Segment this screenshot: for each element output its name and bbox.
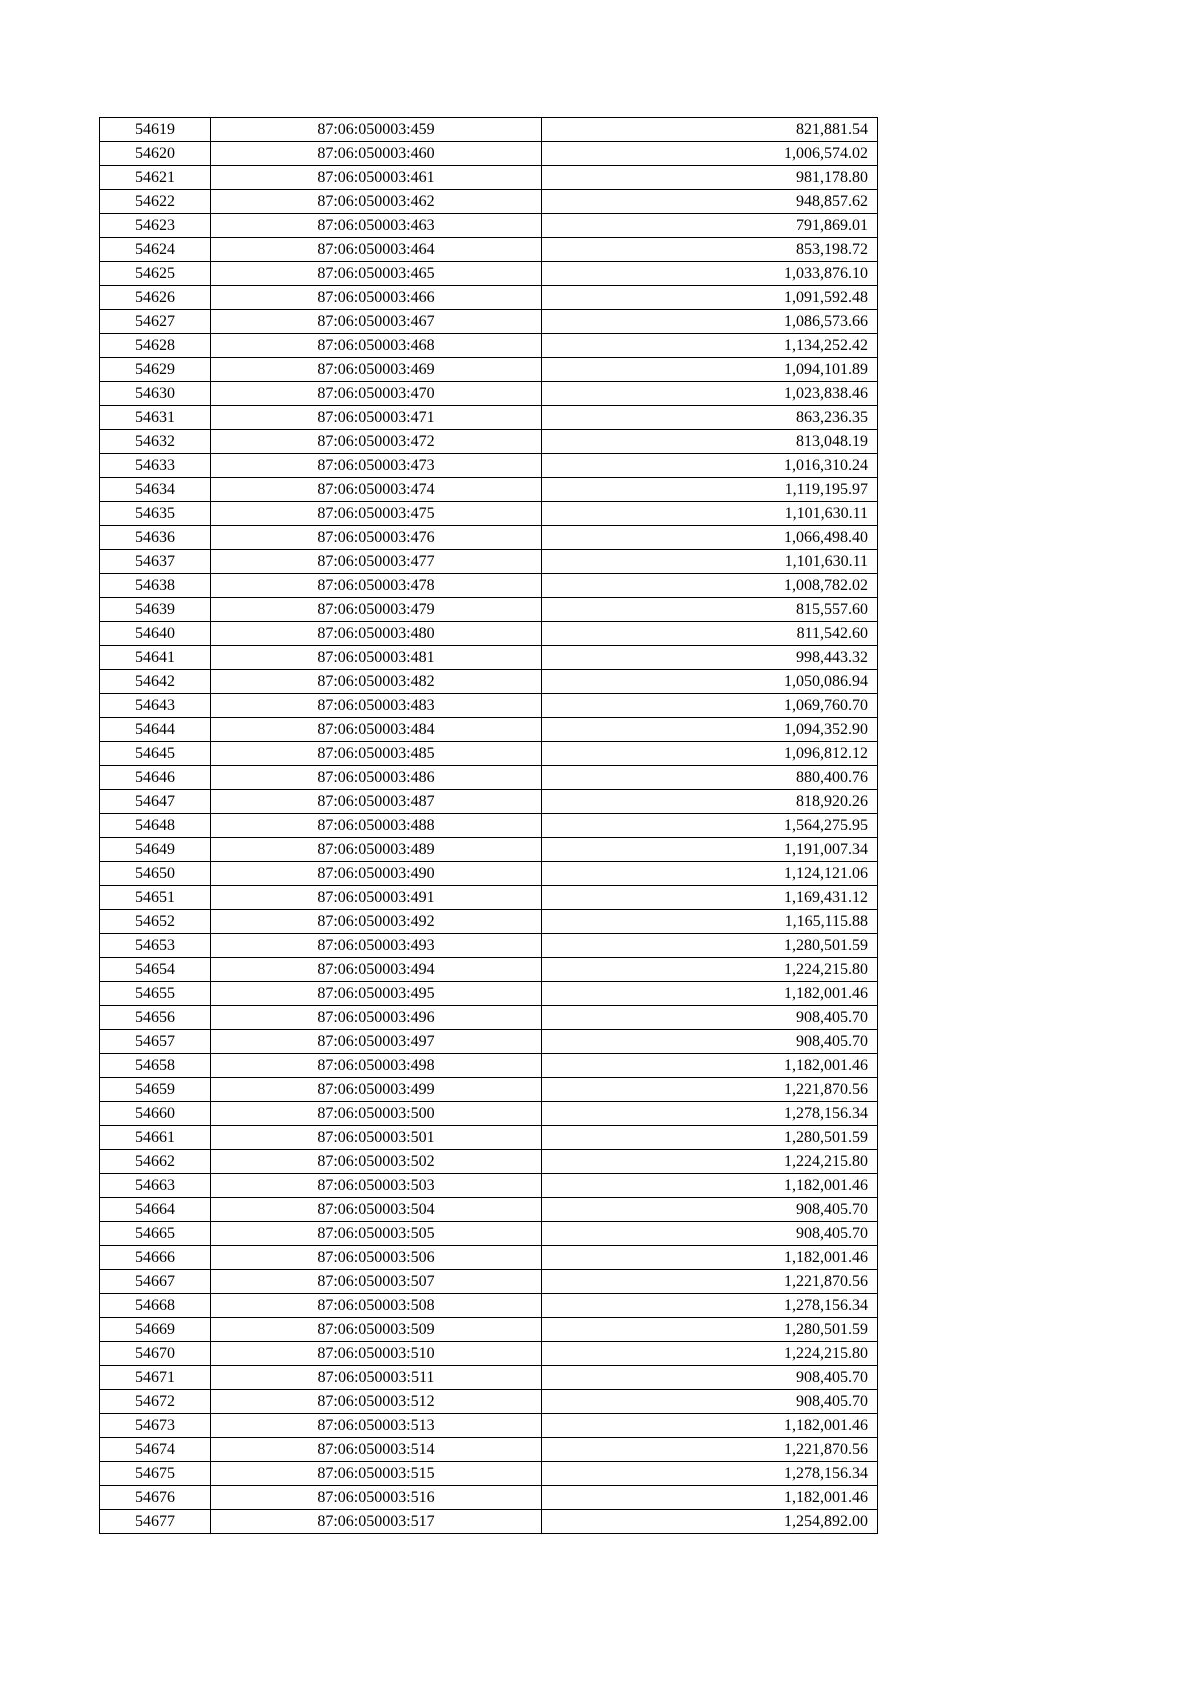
row-number-cell: 54669 [100,1318,211,1342]
row-number-cell: 54668 [100,1294,211,1318]
cadastral-number-cell: 87:06:050003:498 [211,1054,542,1078]
cadastral-number-cell: 87:06:050003:466 [211,286,542,310]
row-number-cell: 54638 [100,574,211,598]
row-number-cell: 54649 [100,838,211,862]
cadastral-number-cell: 87:06:050003:492 [211,910,542,934]
row-number-cell: 54631 [100,406,211,430]
cadastral-number-cell: 87:06:050003:470 [211,382,542,406]
table-row [100,1102,878,1126]
cadastral-value-cell: 1,096,812.12 [542,742,878,766]
row-number-cell: 54667 [100,1270,211,1294]
row-number-cell: 54641 [100,646,211,670]
cadastral-value-cell: 908,405.70 [542,1198,878,1222]
cadastral-number-cell: 87:06:050003:514 [211,1438,542,1462]
cadastral-number-cell: 87:06:050003:499 [211,1078,542,1102]
cadastral-value-cell: 1,254,892.00 [542,1510,878,1534]
cadastral-number-cell: 87:06:050003:509 [211,1318,542,1342]
cadastral-value-cell: 908,405.70 [542,1222,878,1246]
table-row [100,1486,878,1510]
table-row [100,550,878,574]
cadastral-number-cell: 87:06:050003:496 [211,1006,542,1030]
cadastral-number-cell: 87:06:050003:481 [211,646,542,670]
table-row [100,886,878,910]
row-number-cell: 54625 [100,262,211,286]
cadastral-value-cell: 1,023,838.46 [542,382,878,406]
table-row [100,1222,878,1246]
cadastral-value-cell: 1,278,156.34 [542,1102,878,1126]
row-number-cell: 54648 [100,814,211,838]
row-number-cell: 54674 [100,1438,211,1462]
table-row [100,1270,878,1294]
cadastral-value-cell: 908,405.70 [542,1030,878,1054]
cadastral-number-cell: 87:06:050003:467 [211,310,542,334]
cadastral-value-cell: 1,119,195.97 [542,478,878,502]
table-row [100,1078,878,1102]
cadastral-value-cell: 1,134,252.42 [542,334,878,358]
cadastral-value-cell: 1,224,215.80 [542,1342,878,1366]
cadastral-value-cell: 908,405.70 [542,1006,878,1030]
table-row [100,1462,878,1486]
cadastral-number-cell: 87:06:050003:515 [211,1462,542,1486]
cadastral-value-cell: 1,016,310.24 [542,454,878,478]
table-row [100,190,878,214]
cadastral-number-cell: 87:06:050003:462 [211,190,542,214]
cadastral-number-cell: 87:06:050003:504 [211,1198,542,1222]
table-row [100,694,878,718]
cadastral-value-cell: 1,086,573.66 [542,310,878,334]
table-row [100,502,878,526]
row-number-cell: 54626 [100,286,211,310]
table-row [100,1006,878,1030]
table-row [100,382,878,406]
table-row [100,1414,878,1438]
table-row [100,1294,878,1318]
row-number-cell: 54665 [100,1222,211,1246]
cadastral-value-cell: 1,278,156.34 [542,1294,878,1318]
cadastral-value-cell: 791,869.01 [542,214,878,238]
row-number-cell: 54656 [100,1006,211,1030]
table-body [100,118,878,1534]
cadastral-value-cell: 1,182,001.46 [542,1054,878,1078]
cadastral-value-cell: 1,182,001.46 [542,1414,878,1438]
row-number-cell: 54671 [100,1366,211,1390]
cadastral-number-cell: 87:06:050003:497 [211,1030,542,1054]
table-row [100,910,878,934]
cadastral-number-cell: 87:06:050003:517 [211,1510,542,1534]
table-row [100,598,878,622]
cadastral-number-cell: 87:06:050003:513 [211,1414,542,1438]
cadastral-number-cell: 87:06:050003:480 [211,622,542,646]
cadastral-number-cell: 87:06:050003:471 [211,406,542,430]
row-number-cell: 54677 [100,1510,211,1534]
row-number-cell: 54632 [100,430,211,454]
row-number-cell: 54642 [100,670,211,694]
row-number-cell: 54664 [100,1198,211,1222]
cadastral-number-cell: 87:06:050003:495 [211,982,542,1006]
table-row [100,238,878,262]
table-row [100,1198,878,1222]
row-number-cell: 54624 [100,238,211,262]
cadastral-number-cell: 87:06:050003:494 [211,958,542,982]
cadastral-value-cell: 813,048.19 [542,430,878,454]
table-row [100,1342,878,1366]
table-row [100,670,878,694]
row-number-cell: 54653 [100,934,211,958]
cadastral-value-cell: 948,857.62 [542,190,878,214]
cadastral-value-cell: 1,008,782.02 [542,574,878,598]
cadastral-value-cell: 1,165,115.88 [542,910,878,934]
table-row [100,334,878,358]
row-number-cell: 54637 [100,550,211,574]
row-number-cell: 54634 [100,478,211,502]
row-number-cell: 54640 [100,622,211,646]
cadastral-value-cell: 1,101,630.11 [542,550,878,574]
cadastral-number-cell: 87:06:050003:510 [211,1342,542,1366]
cadastral-number-cell: 87:06:050003:487 [211,790,542,814]
row-number-cell: 54621 [100,166,211,190]
row-number-cell: 54650 [100,862,211,886]
table-row [100,646,878,670]
row-number-cell: 54658 [100,1054,211,1078]
table-row [100,934,878,958]
table-row [100,142,878,166]
cadastral-number-cell: 87:06:050003:475 [211,502,542,526]
row-number-cell: 54646 [100,766,211,790]
cadastral-value-cell: 1,006,574.02 [542,142,878,166]
cadastral-value-cell: 1,191,007.34 [542,838,878,862]
row-number-cell: 54620 [100,142,211,166]
cadastral-number-cell: 87:06:050003:478 [211,574,542,598]
cadastral-value-cell: 1,280,501.59 [542,1126,878,1150]
cadastral-value-cell: 1,094,352.90 [542,718,878,742]
table-row [100,838,878,862]
cadastral-number-cell: 87:06:050003:500 [211,1102,542,1126]
cadastral-value-cell: 998,443.32 [542,646,878,670]
table-row [100,1246,878,1270]
table-row [100,310,878,334]
cadastral-number-cell: 87:06:050003:511 [211,1366,542,1390]
row-number-cell: 54660 [100,1102,211,1126]
table-row [100,478,878,502]
cadastral-number-cell: 87:06:050003:465 [211,262,542,286]
table-row [100,286,878,310]
cadastral-number-cell: 87:06:050003:489 [211,838,542,862]
cadastral-value-cell: 1,224,215.80 [542,958,878,982]
table-row [100,1318,878,1342]
cadastral-number-cell: 87:06:050003:474 [211,478,542,502]
cadastral-value-cell: 1,101,630.11 [542,502,878,526]
row-number-cell: 54662 [100,1150,211,1174]
table-row [100,1150,878,1174]
cadastral-number-cell: 87:06:050003:501 [211,1126,542,1150]
row-number-cell: 54619 [100,118,211,142]
cadastral-value-cell: 1,221,870.56 [542,1078,878,1102]
cadastral-value-cell: 1,564,275.95 [542,814,878,838]
cadastral-number-cell: 87:06:050003:463 [211,214,542,238]
cadastral-value-cell: 853,198.72 [542,238,878,262]
table-row [100,718,878,742]
table-row [100,1054,878,1078]
cadastral-value-cell: 1,091,592.48 [542,286,878,310]
row-number-cell: 54629 [100,358,211,382]
row-number-cell: 54644 [100,718,211,742]
row-number-cell: 54663 [100,1174,211,1198]
cadastral-value-cell: 821,881.54 [542,118,878,142]
table-row [100,262,878,286]
cadastral-number-cell: 87:06:050003:460 [211,142,542,166]
cadastral-number-cell: 87:06:050003:490 [211,862,542,886]
cadastral-number-cell: 87:06:050003:461 [211,166,542,190]
table-row [100,982,878,1006]
table-row [100,1126,878,1150]
table-row [100,814,878,838]
cadastral-value-cell: 1,169,431.12 [542,886,878,910]
row-number-cell: 54652 [100,910,211,934]
cadastral-value-cell: 1,069,760.70 [542,694,878,718]
row-number-cell: 54643 [100,694,211,718]
cadastral-number-cell: 87:06:050003:503 [211,1174,542,1198]
table-row [100,574,878,598]
cadastral-number-cell: 87:06:050003:506 [211,1246,542,1270]
cadastral-value-cell: 1,182,001.46 [542,1246,878,1270]
cadastral-number-cell: 87:06:050003:512 [211,1390,542,1414]
cadastral-number-cell: 87:06:050003:472 [211,430,542,454]
cadastral-value-cell: 1,221,870.56 [542,1438,878,1462]
table-row [100,1390,878,1414]
row-number-cell: 54633 [100,454,211,478]
table-row [100,742,878,766]
cadastral-number-cell: 87:06:050003:493 [211,934,542,958]
table-row [100,406,878,430]
row-number-cell: 54623 [100,214,211,238]
row-number-cell: 54645 [100,742,211,766]
row-number-cell: 54636 [100,526,211,550]
row-number-cell: 54657 [100,1030,211,1054]
row-number-cell: 54675 [100,1462,211,1486]
cadastral-number-cell: 87:06:050003:479 [211,598,542,622]
row-number-cell: 54651 [100,886,211,910]
cadastral-value-cell: 1,124,121.06 [542,862,878,886]
table-row [100,622,878,646]
row-number-cell: 54659 [100,1078,211,1102]
cadastral-value-cell: 1,278,156.34 [542,1462,878,1486]
row-number-cell: 54628 [100,334,211,358]
table-row [100,1174,878,1198]
table-row [100,166,878,190]
cadastral-number-cell: 87:06:050003:473 [211,454,542,478]
row-number-cell: 54627 [100,310,211,334]
cadastral-number-cell: 87:06:050003:468 [211,334,542,358]
cadastral-value-cell: 1,280,501.59 [542,1318,878,1342]
row-number-cell: 54630 [100,382,211,406]
cadastral-number-cell: 87:06:050003:508 [211,1294,542,1318]
row-number-cell: 54672 [100,1390,211,1414]
cadastral-value-cell: 811,542.60 [542,622,878,646]
cadastral-number-cell: 87:06:050003:488 [211,814,542,838]
cadastral-value-cell: 818,920.26 [542,790,878,814]
table-row [100,862,878,886]
cadastral-value-cell: 1,182,001.46 [542,1486,878,1510]
table-row [100,430,878,454]
cadastral-value-cell: 880,400.76 [542,766,878,790]
row-number-cell: 54670 [100,1342,211,1366]
cadastral-number-cell: 87:06:050003:482 [211,670,542,694]
table-row [100,1510,878,1534]
row-number-cell: 54639 [100,598,211,622]
cadastral-value-cell: 981,178.80 [542,166,878,190]
cadastral-number-cell: 87:06:050003:464 [211,238,542,262]
table-row [100,214,878,238]
table-row [100,790,878,814]
cadastral-number-cell: 87:06:050003:516 [211,1486,542,1510]
table-row [100,1438,878,1462]
row-number-cell: 54622 [100,190,211,214]
cadastral-number-cell: 87:06:050003:459 [211,118,542,142]
cadastral-number-cell: 87:06:050003:477 [211,550,542,574]
cadastral-value-cell: 1,221,870.56 [542,1270,878,1294]
cadastral-value-cell: 1,182,001.46 [542,982,878,1006]
row-number-cell: 54635 [100,502,211,526]
table-row [100,1366,878,1390]
cadastral-number-cell: 87:06:050003:469 [211,358,542,382]
table-row [100,358,878,382]
row-number-cell: 54676 [100,1486,211,1510]
cadastral-number-cell: 87:06:050003:483 [211,694,542,718]
cadastral-value-cell: 1,050,086.94 [542,670,878,694]
row-number-cell: 54654 [100,958,211,982]
row-number-cell: 54673 [100,1414,211,1438]
cadastral-number-cell: 87:06:050003:484 [211,718,542,742]
cadastral-number-cell: 87:06:050003:486 [211,766,542,790]
row-number-cell: 54655 [100,982,211,1006]
cadastral-value-cell: 1,280,501.59 [542,934,878,958]
cadastral-number-cell: 87:06:050003:491 [211,886,542,910]
table-row [100,118,878,142]
row-number-cell: 54666 [100,1246,211,1270]
table-row [100,766,878,790]
cadastral-value-table [99,117,878,1534]
cadastral-value-cell: 908,405.70 [542,1390,878,1414]
cadastral-value-cell: 1,033,876.10 [542,262,878,286]
cadastral-number-cell: 87:06:050003:505 [211,1222,542,1246]
cadastral-value-cell: 1,066,498.40 [542,526,878,550]
row-number-cell: 54661 [100,1126,211,1150]
cadastral-value-cell: 1,224,215.80 [542,1150,878,1174]
cadastral-value-cell: 1,094,101.89 [542,358,878,382]
table-row [100,526,878,550]
cadastral-value-cell: 908,405.70 [542,1366,878,1390]
row-number-cell: 54647 [100,790,211,814]
cadastral-value-cell: 815,557.60 [542,598,878,622]
table-row [100,958,878,982]
cadastral-number-cell: 87:06:050003:476 [211,526,542,550]
cadastral-number-cell: 87:06:050003:507 [211,1270,542,1294]
cadastral-number-cell: 87:06:050003:485 [211,742,542,766]
table-row [100,454,878,478]
cadastral-value-cell: 1,182,001.46 [542,1174,878,1198]
cadastral-value-cell: 863,236.35 [542,406,878,430]
cadastral-number-cell: 87:06:050003:502 [211,1150,542,1174]
table-row [100,1030,878,1054]
